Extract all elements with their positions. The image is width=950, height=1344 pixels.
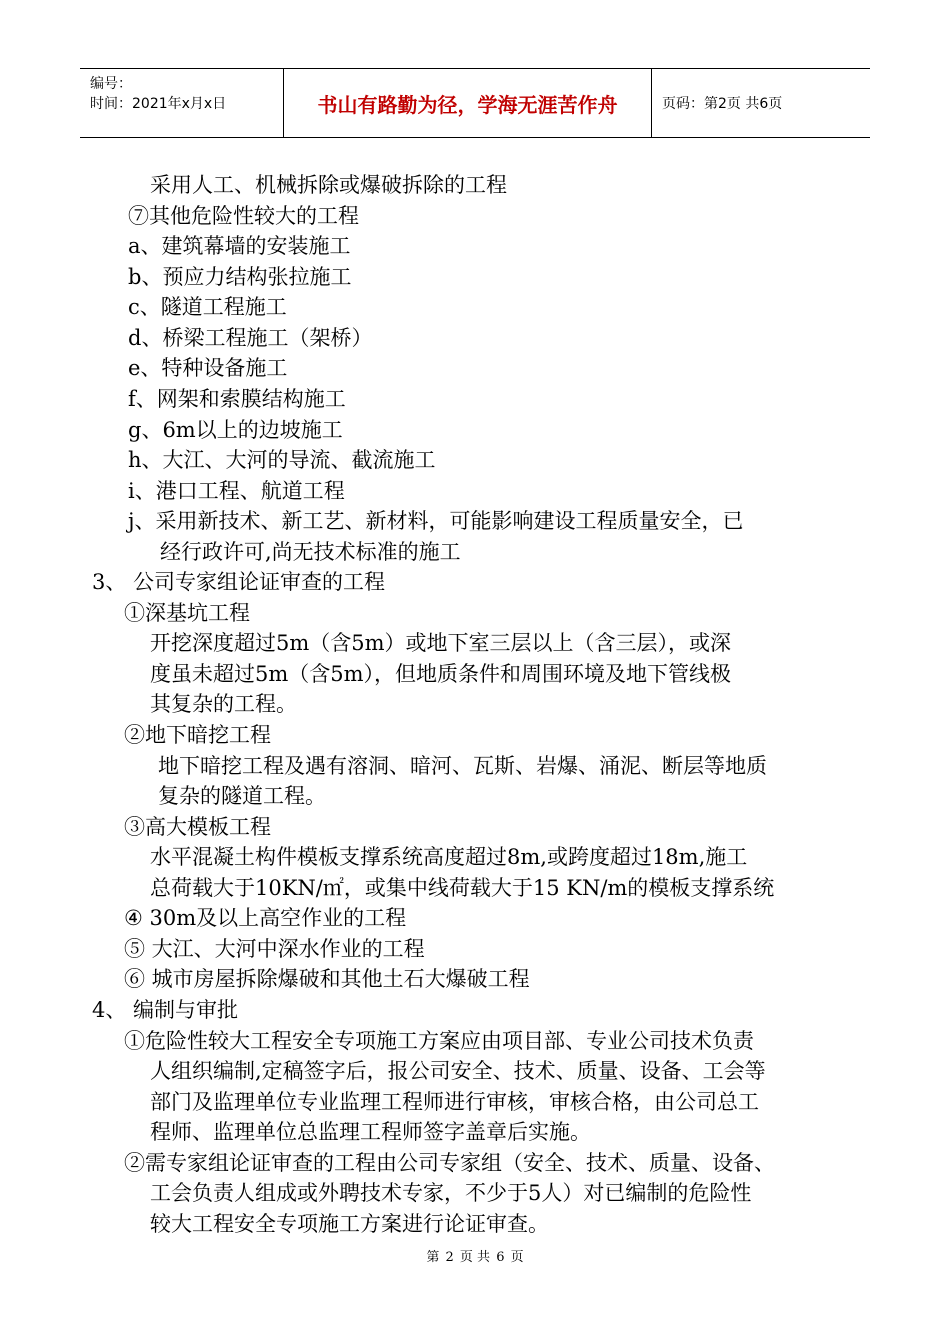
text-line: f、网架和索膜结构施工 [128,387,346,411]
text-line: d、桥梁工程施工（架桥） [128,326,373,350]
header-page-label: 页码：第2页 共6页 [662,96,783,112]
number-label: 编号： [90,76,132,92]
text-line: ⑥ 城市房屋拆除爆破和其他土石大爆破工程 [124,967,530,991]
text-line: ②需专家组论证审查的工程由公司专家组（安全、技术、质量、设备、 [124,1151,775,1175]
text-line: 较大工程安全专项施工方案进行论证审查。 [150,1212,549,1236]
footer-page-number: 2 [445,1250,454,1265]
text-line: e、特种设备施工 [128,356,288,380]
text-line: 其复杂的工程。 [150,692,297,716]
text-line: b、预应力结构张拉施工 [128,265,352,289]
document-header [80,68,870,138]
time-label: 时间：2021年x月x日 [90,96,227,112]
footer-mid: 页 共 [459,1250,491,1265]
text-line: 复杂的隧道工程。 [158,784,326,808]
text-line: g、6m以上的边坡施工 [128,418,343,442]
text-line: 程师、监理单位总监理工程师签字盖章后实施。 [150,1120,591,1144]
footer-prefix: 第 [426,1250,440,1265]
text-line: ⑤ 大江、大河中深水作业的工程 [124,937,425,961]
text-line: 部门及监理单位专业监理工程师进行审核，审核合格，由公司总工 [150,1090,759,1114]
text-line: 水平混凝土构件模板支撑系统高度超过8m,或跨度超过18m,施工 [150,845,748,869]
text-line: h、大江、大河的导流、截流施工 [128,448,436,472]
text-line: 采用人工、机械拆除或爆破拆除的工程 [150,173,507,197]
section-heading-3: 3、 公司专家组论证审查的工程 [92,570,386,594]
text-line: 人组织编制,定稿签字后，报公司安全、技术、质量、设备、工会等 [150,1059,766,1083]
text-line: 地下暗挖工程及遇有溶洞、暗河、瓦斯、岩爆、涌泥、断层等地质 [158,754,767,778]
text-line: 总荷载大于10KN/㎡，或集中线荷载大于15 KN/m的模板支撑系统 [150,876,775,900]
header-left-cell [80,69,284,137]
text-line: 开挖深度超过5m（含5m）或地下室三层以上（含三层），或深 [150,631,732,655]
footer-suffix: 页 [510,1250,524,1265]
section-heading-4: 4、 编制与审批 [92,998,239,1022]
text-line: ③高大模板工程 [124,815,271,839]
text-line: i、港口工程、航道工程 [128,479,345,503]
text-line: a、建筑幕墙的安装施工 [128,234,351,258]
text-line: ④ 30m及以上高空作业的工程 [124,906,407,930]
text-line: ①深基坑工程 [124,601,250,625]
text-line: ①危险性较大工程安全专项施工方案应由项目部、专业公司技术负责 [124,1029,754,1053]
text-line: ②地下暗挖工程 [124,723,271,747]
text-line: 度虽未超过5m（含5m），但地质条件和周围环境及地下管线极 [150,662,732,686]
text-line: ⑦其他危险性较大的工程 [128,204,359,228]
text-line: j、采用新技术、新工艺、新材料，可能影响建设工程质量安全，已 [128,509,744,533]
text-line: 经行政许可,尚无技术标准的施工 [160,540,461,564]
text-line: c、隧道工程施工 [128,295,287,319]
page-footer [0,1246,950,1265]
header-motto: 书山有路勤为径，学海无涯苦作舟 [284,69,652,137]
footer-total-pages: 6 [496,1250,505,1265]
text-line: 工会负责人组成或外聘技术专家，不少于5人）对已编制的危险性 [150,1181,752,1205]
